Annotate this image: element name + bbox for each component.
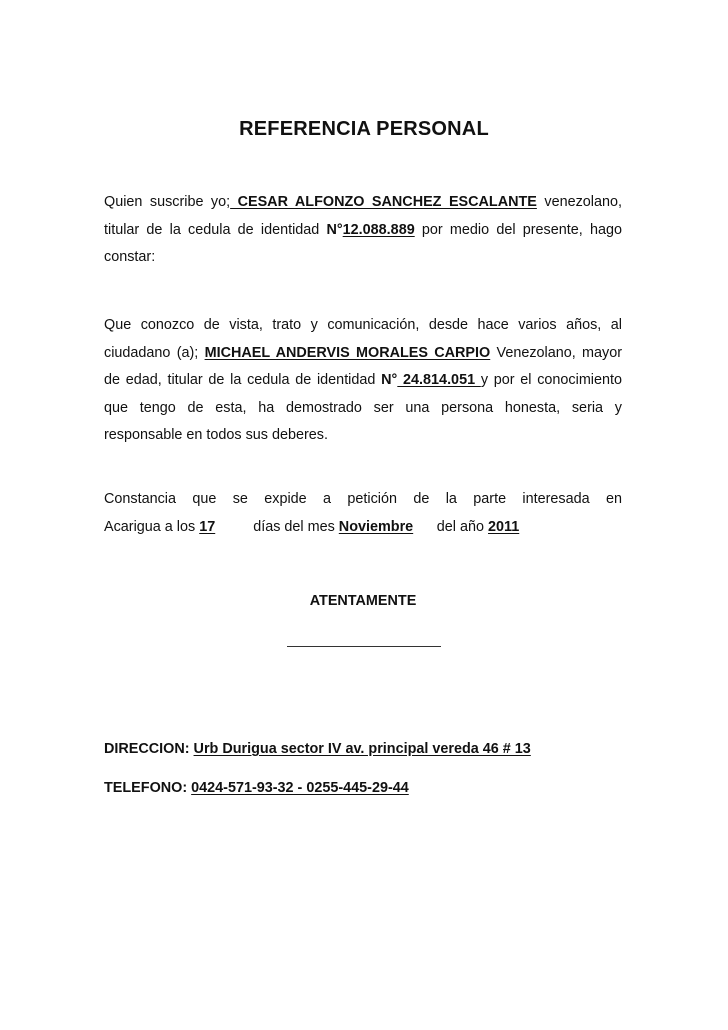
address-value: Urb Durigua sector IV av. principal vereda 46 # 13 [193,741,531,757]
paragraph-line: titular de la cedula de identidad N°12.088.889 por medio del presente, hago [104,221,622,238]
phone-value: 0424-571-93-32 - 0255-445-29-44 [191,780,409,796]
paragraph-line: constar: [104,249,156,265]
paragraph-line: de edad, titular de la cedula de identidad N° 24.814.051 y por el conocimiento [104,372,623,388]
month-value: Noviembre [338,518,414,535]
declarant-id-label: N° [326,221,343,238]
title-text: REFERENCIA PERSONAL [239,118,489,140]
declarant-name: CESAR ALFONZO SANCHEZ ESCALANTE [230,194,537,210]
document-title [0,118,728,141]
year-value: 2011 [488,518,520,535]
paragraph-line: Quien suscribe yo; CESAR ALFONZO SANCHEZ ESCALANTE venezolano, [104,194,622,210]
referenced-name: MICHAEL ANDERVIS MORALES CARPIO [204,344,491,361]
paragraph-line: ciudadano (a); MICHAEL ANDERVIS MORALES CARPIO Venezolano, mayor [104,344,623,361]
address-line [104,741,531,757]
paragraph-line: que tengo de esta, ha demostrado ser una persona honesta, seria y [104,399,622,416]
paragraph-declarant [104,189,622,272]
signature-line [287,646,441,647]
phone-line [104,780,409,796]
address-label: DIRECCION: [104,741,190,757]
paragraph-line: responsable en todos sus deberes. [104,427,329,443]
day-value: 17 [199,518,216,535]
closing-text: ATENTAMENTE [309,593,417,609]
phone-label: TELEFONO: [104,780,188,796]
paragraph-constancia [104,486,622,541]
paragraph-line: Que conozco de vista, trato y comunicación, desde hace varios años, al [104,317,622,333]
paragraph-line: Constancia que se expide a petición de la parte interesada en [104,491,622,507]
referenced-id-label: N° [381,372,398,388]
referenced-id-number: 24.814.051 [397,372,481,388]
paragraph-reference [104,312,622,450]
paragraph-line: Acarigua a los 17 días del mes Noviembre del año 2011 [104,514,622,542]
declarant-id-number: 12.088.889 [342,221,415,238]
